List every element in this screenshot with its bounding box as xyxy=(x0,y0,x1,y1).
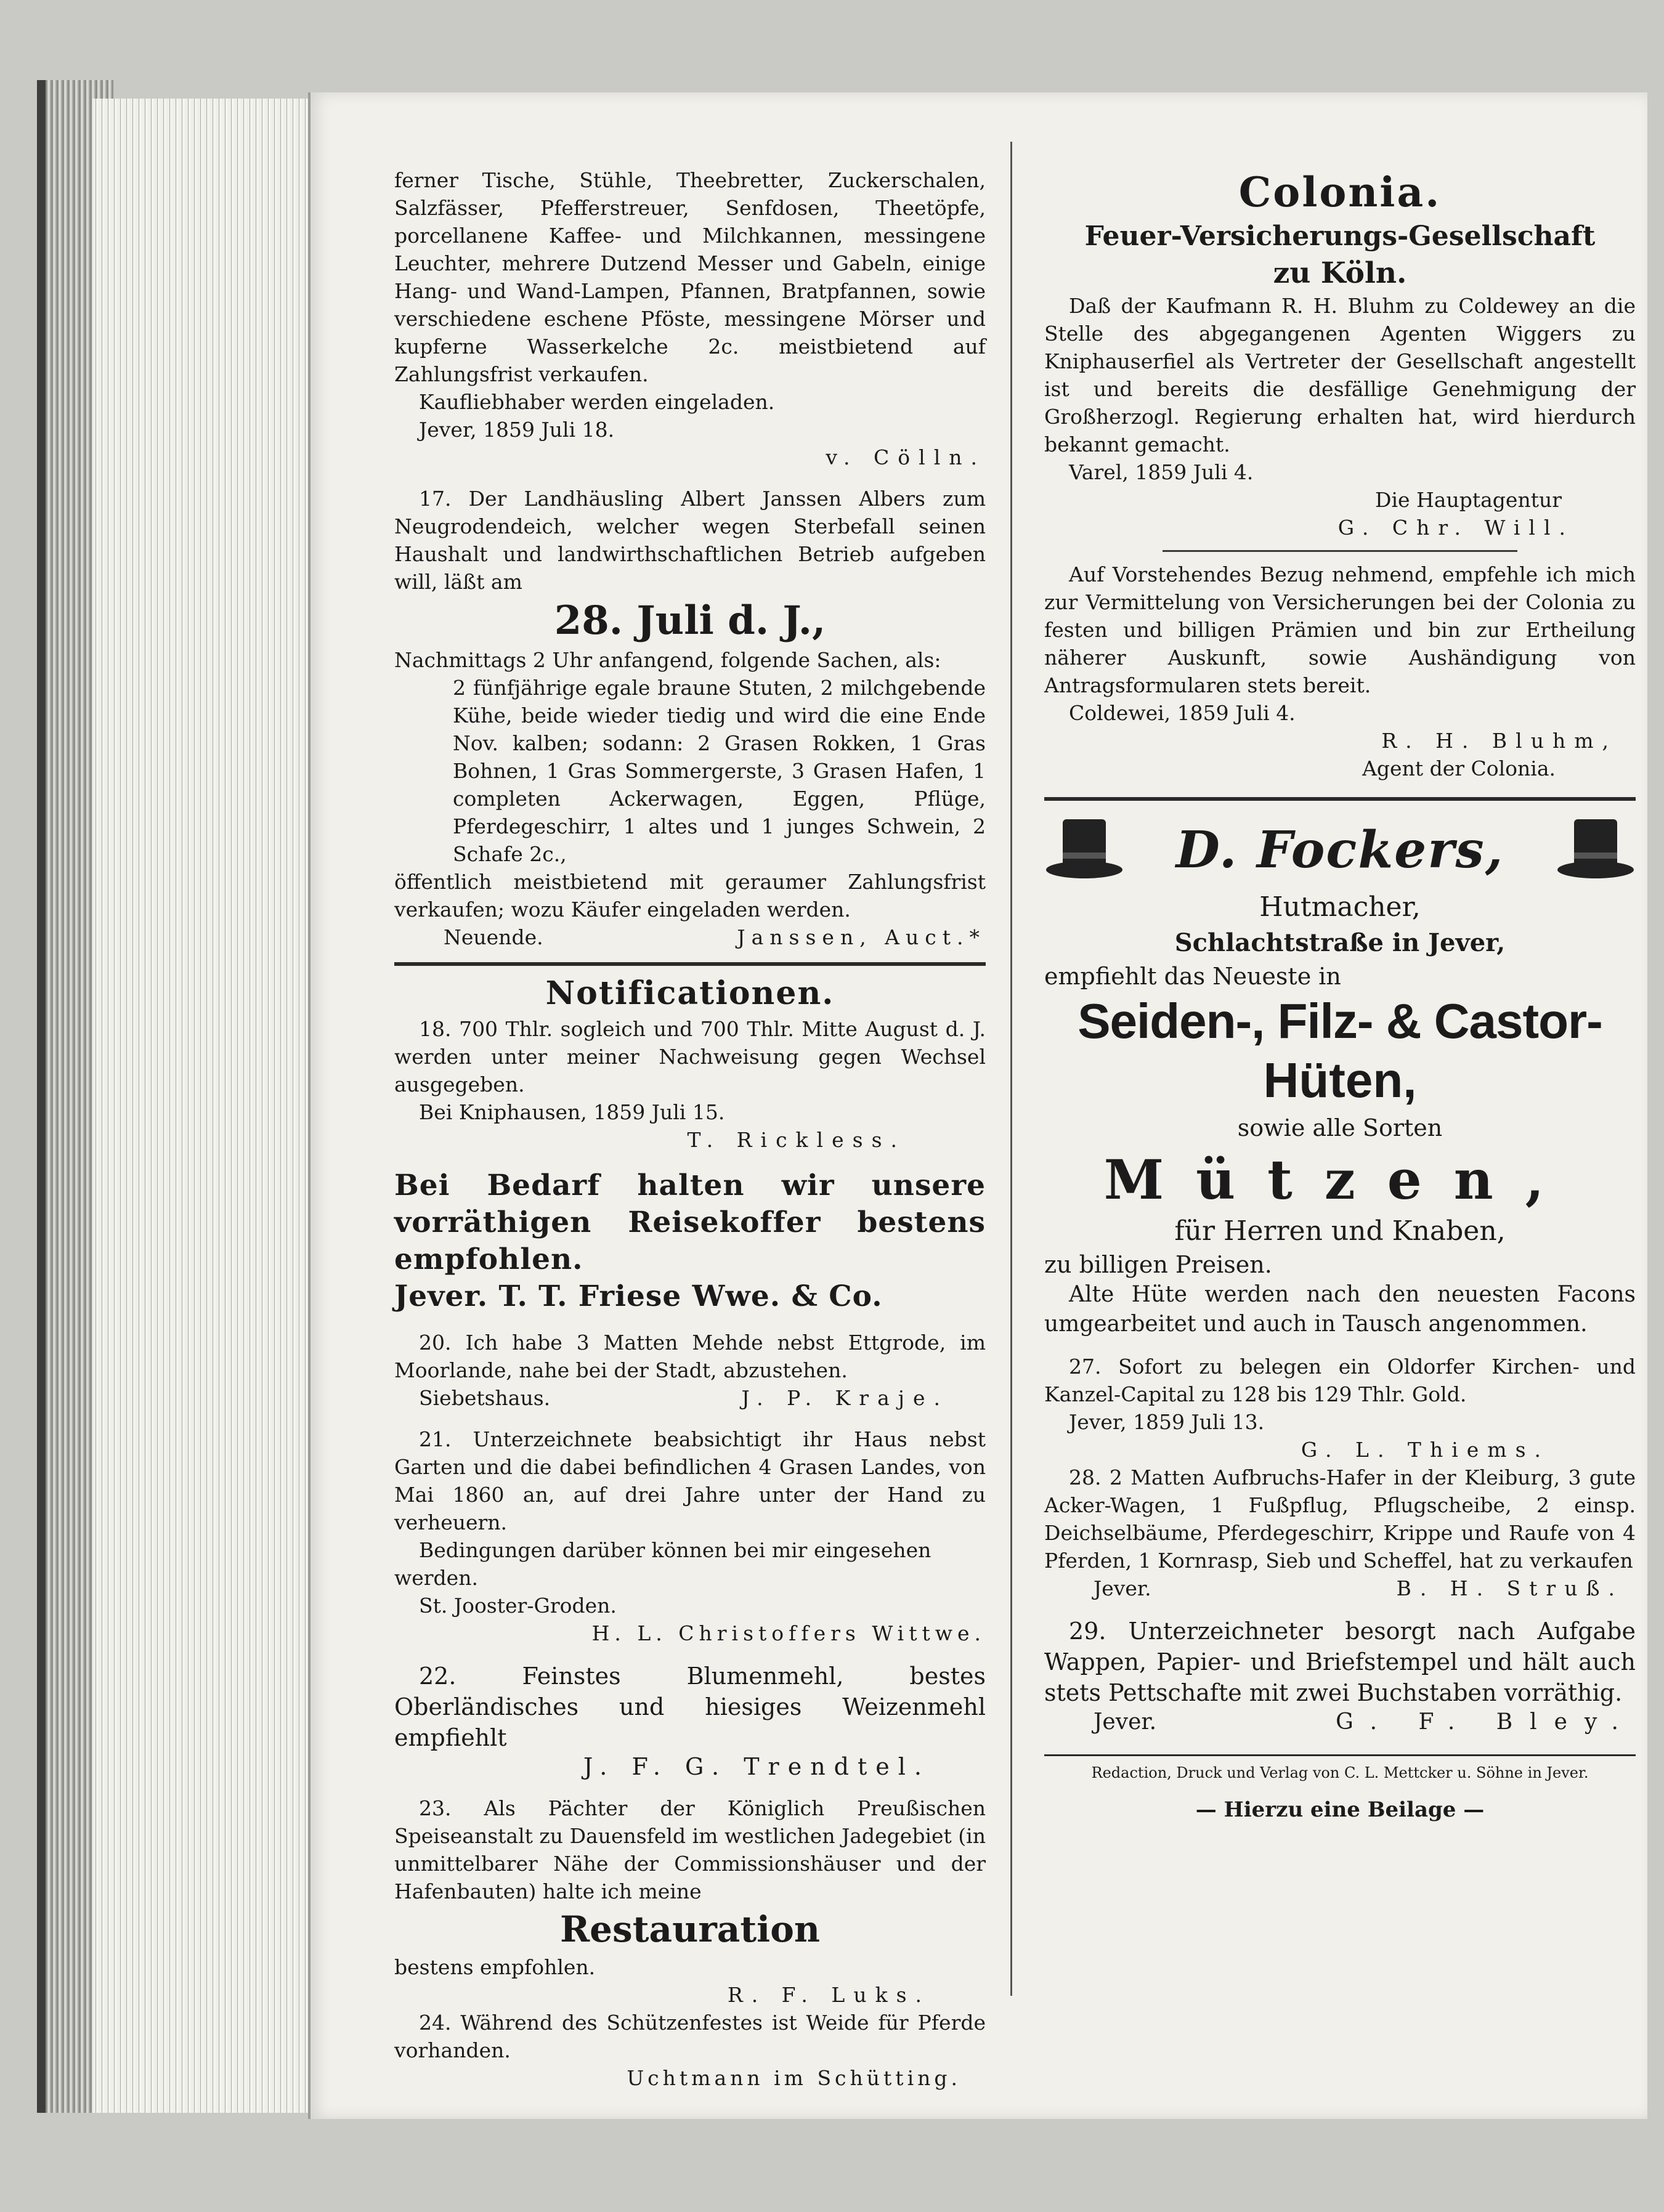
ad-rule xyxy=(1044,797,1636,801)
colonia-body: Daß der Kaufmann R. H. Bluhm zu Coldewey an die Stelle des abgegangenen Agenten Wiggers zu Kniphauserfiel als Vertreter der Gesellschaft angestellt ist und bereits die desfällige Genehmigung der Großherzogl. Regierung erhalten hat, wird hierdurch bekannt gemacht. xyxy=(1044,294,1636,456)
fockers-address: Schlachtstraße in Jever, xyxy=(1174,928,1506,957)
fockers-header xyxy=(1044,813,1636,887)
ad-29: 29. Unterzeichneter besorgt nach Aufgabe Wappen, Papier- und Briefstempel und hält auch stets Pettschafte mit zwei Buchstaben vorräthig. xyxy=(1044,1618,1636,1706)
colonia-title: Colonia. xyxy=(1238,168,1442,216)
ad-21-place: St. Jooster-Groden. xyxy=(419,1594,617,1618)
ad-29-signature: G. F. Bley. xyxy=(1336,1709,1636,1735)
ad-17-date: 28. Juli d. J., xyxy=(554,598,826,644)
fockers-hats: Hüten, xyxy=(1263,1053,1417,1108)
colonia-agency: Die Hauptagentur xyxy=(1375,488,1562,512)
ad-20-footer xyxy=(394,1384,986,1412)
fockers-trade: Hutmacher, xyxy=(1259,891,1421,923)
ad-29-footer xyxy=(1044,1708,1636,1736)
fockers-name: D. Fockers, xyxy=(1175,820,1504,880)
buyers-invite: Kaufliebhaber werden eingeladen. xyxy=(419,390,775,414)
imprint: Redaction, Druck und Verlag von C. L. Mettcker u. Söhne in Jever. xyxy=(1091,1764,1589,1781)
ad-17-signature: Janssen, Auct.* xyxy=(737,925,986,949)
ad-29-place: Jever. xyxy=(1094,1709,1157,1735)
fockers-for: für Herren und Knaben, xyxy=(1174,1215,1506,1247)
ad-24: 24. Während des Schützenfestes ist Weide für Pferde vorhanden. xyxy=(394,2011,986,2062)
furniture-paragraph: ferner Tische, Stühle, Theebretter, Zuckerschalen, Salzfässer, Pfefferstreuer, Senfdosen, Theetöpfe, porcellanene Kaffee- und Milchkannen, messingene Leuchter, mehrere Dutzend Messer und Gabeln, einige Hang- und Wand-Lampen, Pfannen, Bratpfannen, sowie verschiedene eschene Pföste, messingene Mörser und kupferne Wasserkelche 2c. meistbietend auf Zahlungsfrist verkaufen. xyxy=(394,168,986,386)
ad-18-date: Bei Kniphausen, 1859 Juli 15. xyxy=(419,1100,725,1124)
ad-17-footer xyxy=(394,923,986,951)
ad-17-list: 2 fünfjährige egale braune Stuten, 2 milchgebende Kühe, beide wieder tiedig und wird die eine Ende Nov. kalben; sodann: 2 Grasen Rokken, 1 Gras Bohnen, 1 Gras Sommergerste, 3 Grasen Hafen, 1 completen Ackerwagen, Eggen, Pflüge, Pferdegeschirr, 1 altes und 1 junges Schwein, 2 Schafe 2c., xyxy=(453,676,986,866)
imprint-rule xyxy=(1044,1754,1636,1756)
ad-20-place: Siebetshaus. xyxy=(419,1386,551,1410)
bluhm-signature: R. H. Bluhm, xyxy=(1381,729,1617,753)
supplement-note: — Hierzu eine Beilage — xyxy=(1195,1797,1485,1822)
bluhm-date: Coldewei, 1859 Juli 4. xyxy=(1069,701,1296,725)
ad-17-place: Neuende. xyxy=(444,925,543,949)
ad-21-conditions: Bedingungen darüber können bei mir eingesehen werden. xyxy=(394,1538,931,1590)
colonia-city: zu Köln. xyxy=(1273,256,1407,290)
fockers-offer: empfiehlt das Neueste in xyxy=(1044,963,1341,990)
fockers-also: sowie alle Sorten xyxy=(1237,1114,1443,1141)
ad-23-tail: bestens empfohlen. xyxy=(394,1955,596,1979)
ad-28: 28. 2 Matten Aufbruchs-Hafer in der Kleiburg, 3 gute Acker-Wagen, 1 Fußpflug, Pflugscheibe, 2 einsp. Deichselbäume, Pferdegeschirr, Krippe und Raufe von 4 Pferden, 1 Kornrasp, Sieb und Scheffel, hat zu verkaufen xyxy=(1044,1465,1636,1573)
ad-28-footer xyxy=(1044,1574,1636,1602)
top-hat-icon xyxy=(1556,813,1636,887)
fockers-note: Alte Hüte werden nach den neuesten Facons umgearbeitet und auch in Tausch angenommen. xyxy=(1044,1282,1636,1337)
bluhm-role: Agent der Colonia. xyxy=(1362,756,1556,780)
ad-20: 20. Ich habe 3 Matten Mehde nebst Ettgrode, im Moorlande, nahe bei der Stadt, abzustehen. xyxy=(394,1331,986,1382)
section-rule xyxy=(394,962,986,966)
ad-19-signature: Jever. T. T. Friese Wwe. & Co. xyxy=(394,1279,883,1313)
colonia-rule xyxy=(1163,550,1517,552)
ad-17-when: Nachmittags 2 Uhr anfangend, folgende Sachen, als: xyxy=(394,648,941,672)
ad-21: 21. Unterzeichnete beabsichtigt ihr Haus nebst Garten und die dabei befindlichen 4 Grasen Landes, von Mai 1860 an, auf drei Jahre unter der Hand zu verheuern. xyxy=(394,1427,986,1534)
ad-24-signature: Uchtmann im Schütting. xyxy=(627,2066,961,2090)
bluhm-body: Auf Vorstehendes Bezug nehmend, empfehle ich mich zur Vermittelung von Versicherungen bei der Colonia zu festen und billigen Prämien und bin zur Ertheilung näherer Auskunft, sowie Aushändigung von Antragsformularen stets bereit. xyxy=(1044,562,1636,697)
colonia-agency-signature: G. Chr. Will. xyxy=(1337,516,1574,540)
ad-23-signature: R. F. Luks. xyxy=(727,1983,930,2007)
auction-signature: v. Cölln. xyxy=(826,445,986,469)
ad-18-signature: T. Rickless. xyxy=(687,1128,906,1152)
ad-17-terms: öffentlich meistbietend mit geraumer Zahlungsfrist verkaufen; wozu Käufer eingeladen werden. xyxy=(394,870,986,922)
notifications-heading: Notificationen. xyxy=(545,974,835,1012)
auction-date: Jever, 1859 Juli 18. xyxy=(419,418,615,442)
ad-22-signature: J. F. G. Trendtel. xyxy=(583,1753,930,1780)
page-edges xyxy=(92,99,320,2113)
ad-27-date: Jever, 1859 Juli 13. xyxy=(1069,1410,1265,1434)
right-column xyxy=(1044,166,1636,1824)
colonia-date: Varel, 1859 Juli 4. xyxy=(1069,460,1254,484)
fockers-caps: Mützen, xyxy=(1103,1148,1577,1212)
ad-19-text: Bei Bedarf halten wir unsere vorräthigen Reisekoffer bestens empfohlen. xyxy=(394,1169,986,1276)
top-hat-icon xyxy=(1044,813,1124,887)
ad-20-signature: J. P. Kraje. xyxy=(741,1386,949,1410)
ad-18: 18. 700 Thlr. sogleich und 700 Thlr. Mitte August d. J. werden unter meiner Nachweisung gegen Wechsel ausgegeben. xyxy=(394,1017,986,1096)
column-divider xyxy=(1010,142,1012,1996)
ad-17-intro: 17. Der Landhäusling Albert Janssen Albers zum Neugrodendeich, welcher wegen Sterbefall seinen Haushalt und landwirthschaftlichen Betrieb aufgeben will, läßt am xyxy=(394,487,986,594)
ad-28-place: Jever. xyxy=(1094,1576,1151,1600)
fockers-goods: Seiden-, Filz- & Castor- xyxy=(1078,994,1602,1048)
colonia-subtitle: Feuer-Versicherungs-Gesellschaft xyxy=(1084,221,1596,252)
ad-23: 23. Als Pächter der Königlich Preußischen Speiseanstalt zu Dauensfeld im westlichen Jadegebiet (in unmittelbarer Nähe der Commissionshäuser und der Hafenbauten) halte ich meine xyxy=(394,1796,986,1903)
fockers-price: zu billigen Preisen. xyxy=(1044,1251,1272,1278)
ad-23-heading: Restauration xyxy=(559,1908,821,1950)
ad-28-signature: B. H. Struß. xyxy=(1396,1576,1623,1600)
left-column xyxy=(394,166,986,2092)
ad-27-signature: G. L. Thiems. xyxy=(1301,1438,1549,1462)
ad-21-signature: H. L. Christoffers Wittwe. xyxy=(591,1621,986,1645)
ad-27: 27. Sofort zu belegen ein Oldorfer Kirchen- und Kanzel-Capital zu 128 bis 129 Thlr. Gold. xyxy=(1044,1355,1636,1406)
ad-22: 22. Feinstes Blumenmehl, bestes Oberländisches und hiesiges Weizenmehl empfiehlt xyxy=(394,1663,986,1751)
